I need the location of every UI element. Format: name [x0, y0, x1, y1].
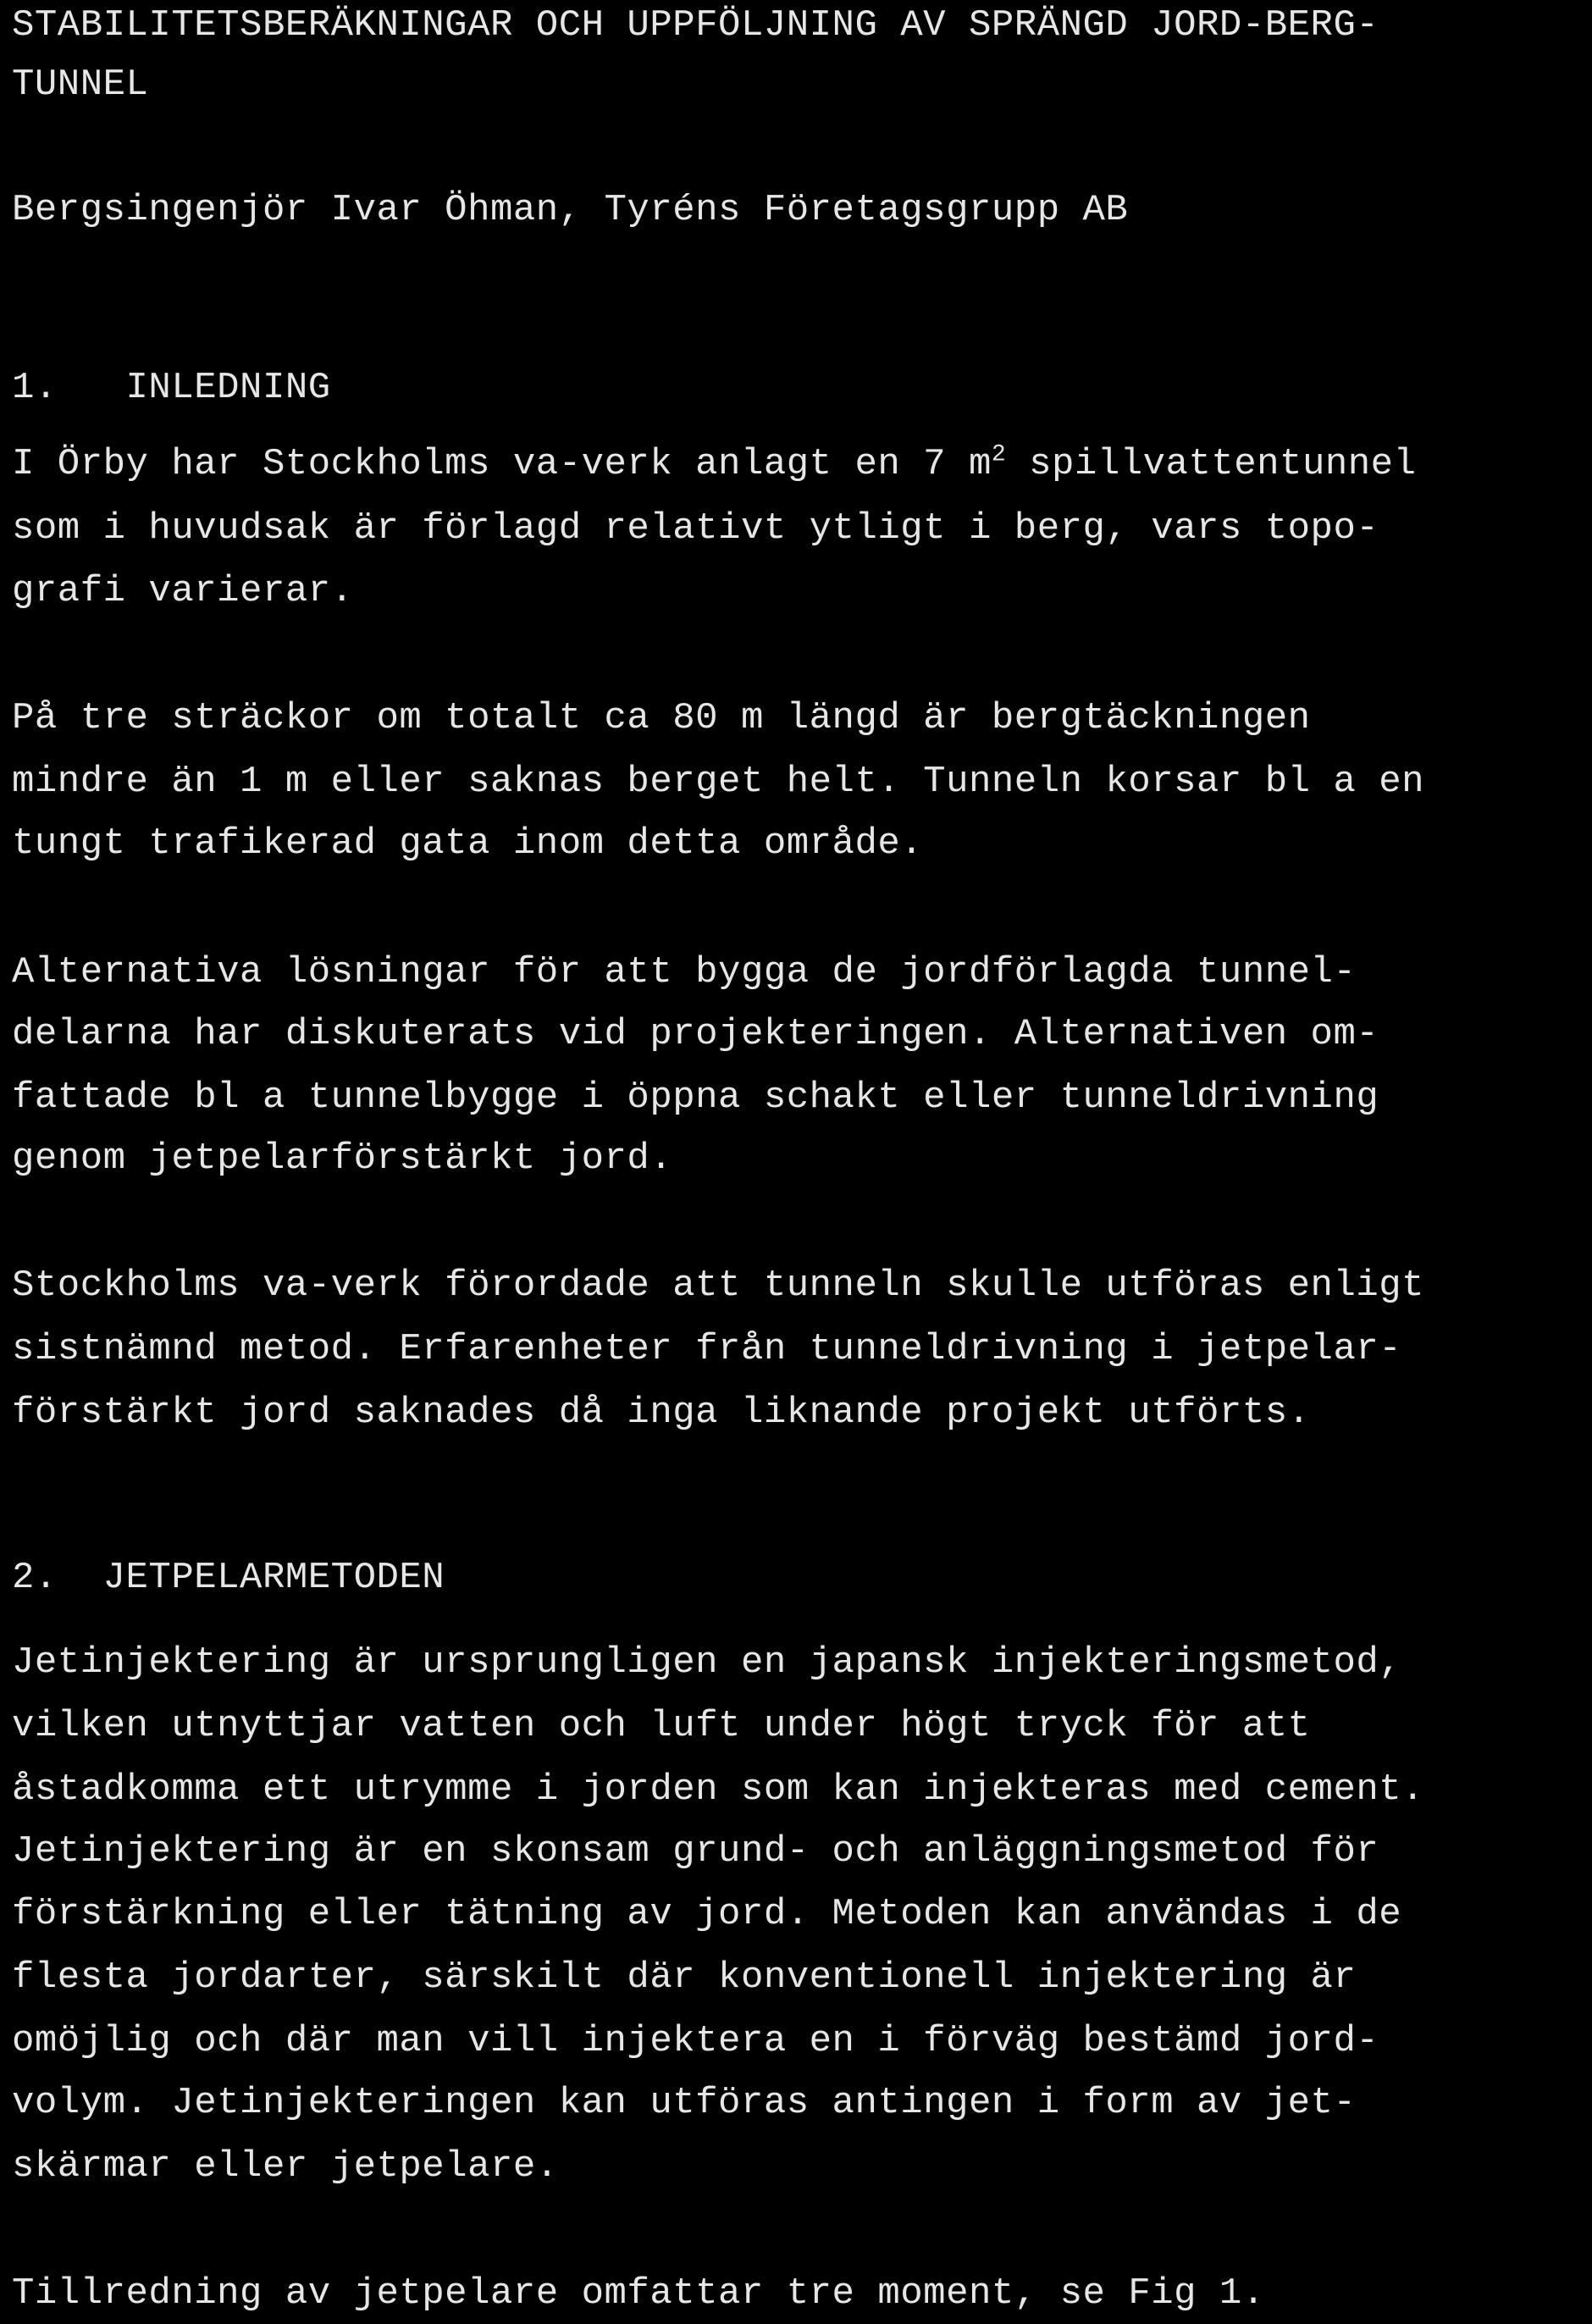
section-1-paragraph-2-line-3: tungt trafikerad gata inom detta område. — [12, 822, 924, 865]
section-2-paragraph-1-line-9: skärmar eller jetpelare. — [12, 2145, 559, 2188]
section-2-paragraph-1-line-8: volym. Jetinjekteringen kan utföras antingen i form av jet- — [12, 2082, 1357, 2124]
section-1-paragraph-2-line-1: På tre sträckor om totalt ca 80 m längd är bergtäckningen — [12, 697, 1311, 739]
section-1-paragraph-1-line-2: som i huvudsak är förlagd relativt ytligt i berg, vars topo- — [12, 507, 1379, 550]
section-1-paragraph-3-line-4: genom jetpelarförstärkt jord. — [12, 1137, 673, 1180]
section-2-paragraph-1-line-7: omöjlig och där man vill injektera en i förväg bestämd jord- — [12, 2020, 1379, 2062]
section-2-paragraph-2-line-1: Tillredning av jetpelare omfattar tre moment, se Fig 1. — [12, 2272, 1265, 2315]
text-segment: I Örby har Stockholms va-verk anlagt en 7 m — [12, 443, 992, 485]
section-1-paragraph-3-line-2: delarna har diskuterats vid projekteringen. Alternativen om- — [12, 1013, 1379, 1055]
author-line: Bergsingenjör Ivar Öhman, Tyréns Företagsgrupp AB — [12, 189, 1129, 231]
section-1-paragraph-3-line-1: Alternativa lösningar för att bygga de jordförlagda tunnel- — [12, 951, 1357, 993]
section-1-paragraph-1-line-3: grafi varierar. — [12, 570, 354, 612]
section-1-paragraph-1-line-1 — [12, 440, 1416, 488]
section-2-heading: 2. JETPELARMETODEN — [12, 1557, 445, 1599]
section-1-paragraph-4-line-3: förstärkt jord saknades då inga liknande projekt utförts. — [12, 1392, 1311, 1434]
superscript-2: 2 — [991, 441, 1007, 468]
section-2-paragraph-1-line-1: Jetinjektering är ursprungligen en japansk injekteringsmetod, — [12, 1641, 1402, 1684]
section-1-paragraph-3-line-3: fattade bl a tunnelbygge i öppna schakt eller tunneldrivning — [12, 1076, 1379, 1119]
section-1-paragraph-4-line-1: Stockholms va-verk förordade att tunneln skulle utföras enligt — [12, 1264, 1425, 1307]
section-1-paragraph-2-line-2: mindre än 1 m eller saknas berget helt. Tunneln korsar bl a en — [12, 761, 1425, 803]
section-1-heading: 1. INLEDNING — [12, 367, 331, 409]
document-title-line-2: TUNNEL — [12, 64, 149, 106]
section-2-paragraph-1-line-3: åstadkomma ett utrymme i jorden som kan injekteras med cement. — [12, 1768, 1425, 1811]
section-2-paragraph-1-line-5: förstärkning eller tätning av jord. Metoden kan användas i de — [12, 1893, 1402, 1935]
section-1-paragraph-4-line-2: sistnämnd metod. Erfarenheter från tunneldrivning i jetpelar- — [12, 1328, 1402, 1370]
section-2-paragraph-1-line-6: flesta jordarter, särskilt där konventionell injektering är — [12, 1956, 1357, 1999]
document-title-line-1: STABILITETSBERÄKNINGAR OCH UPPFÖLJNING AV SPRÄNGD JORD-BERG- — [12, 4, 1379, 47]
section-2-paragraph-1-line-2: vilken utnyttjar vatten och luft under högt tryck för att — [12, 1705, 1311, 1747]
section-2-paragraph-1-line-4: Jetinjektering är en skonsam grund- och anläggningsmetod för — [12, 1830, 1379, 1873]
text-segment: spillvattentunnel — [1006, 443, 1417, 485]
